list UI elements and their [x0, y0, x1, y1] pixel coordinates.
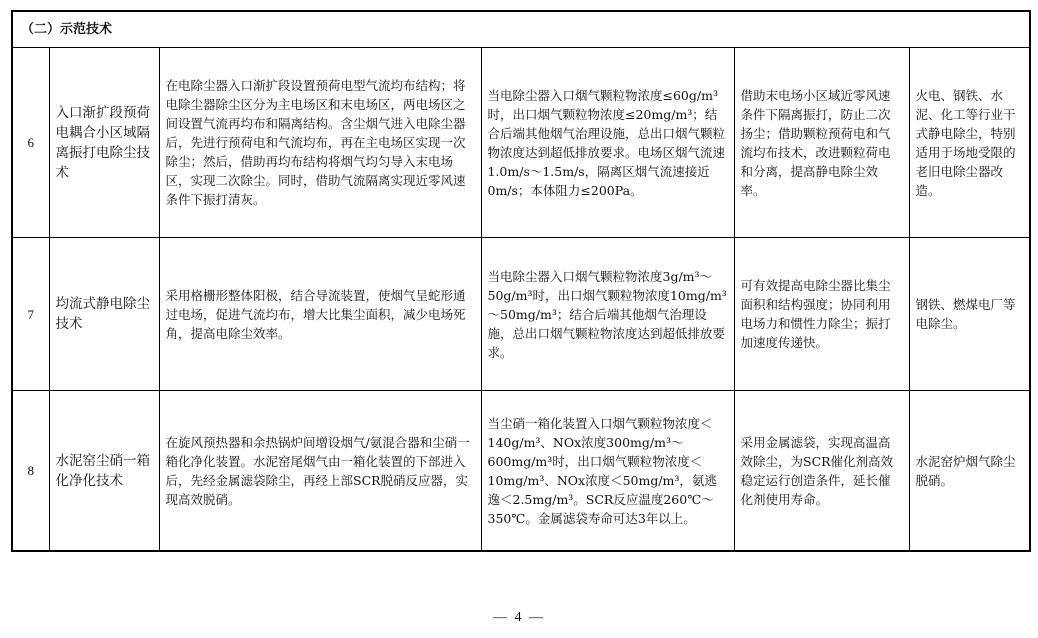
technology-features: 采用金属滤袋，实现高温高效除尘，为SCR催化剂高效稳定运行创造条件，延长催化剂使用寿命。	[734, 391, 909, 552]
application-scope: 钢铁、燃煤电厂等电除尘。	[909, 238, 1030, 391]
table-row	[12, 238, 1030, 391]
technology-indicators: 当电除尘器入口烟气颗粒物浓度3g/m³～50g/m³时，出口烟气颗粒物浓度10mg/m³～50mg/m³；结合后端其他烟气治理设施，总出口烟气颗粒物浓度达到超低排放要求。	[481, 238, 734, 391]
row-number: 8	[12, 391, 49, 552]
table-row	[12, 48, 1030, 238]
application-scope: 水泥窑炉烟气除尘脱硝。	[909, 391, 1030, 552]
technology-content: 在旋风预热器和余热锅炉间增设烟气/氨混合器和尘硝一箱化净化装置。水泥窑尾烟气由一箱化装置的下部进入后，先经金属滤袋除尘，再经上部SCR脱硝反应器，实现高效脱硝。	[159, 391, 481, 552]
technology-indicators: 当尘硝一箱化装置入口烟气颗粒物浓度＜140g/m³、NOx浓度300mg/m³～600mg/m³时，出口烟气颗粒物浓度＜10mg/m³、NOx浓度＜50mg/m³，氨逃逸＜2.5mg/m³。SCR反应温度260℃～350℃。金属滤袋寿命可达3年以上。	[481, 391, 734, 552]
technology-name: 入口渐扩段预荷电耦合小区域隔离振打电除尘技术	[49, 48, 159, 238]
row-number: 6	[12, 48, 49, 238]
section-header-row	[12, 11, 1030, 48]
application-scope: 火电、钢铁、水泥、化工等行业干式静电除尘，特别适用于场地受限的老旧电除尘器改造。	[909, 48, 1030, 238]
technology-name: 均流式静电除尘技术	[49, 238, 159, 391]
section-title: （二）示范技术	[12, 11, 1030, 48]
technology-content: 采用格栅形整体阳极，结合导流装置，使烟气呈蛇形通过电场，促进气流均布，增大比集尘面积，减少电场死角，提高电除尘效率。	[159, 238, 481, 391]
row-number: 7	[12, 238, 49, 391]
technology-features: 借助末电场小区域近零风速条件下隔离振打，防止二次扬尘；借助颗粒预荷电和气流均布技术，改进颗粒荷电和分离，提高静电除尘效率。	[734, 48, 909, 238]
technology-features: 可有效提高电除尘器比集尘面积和结构强度；协同利用电场力和惯性力除尘；振打加速度传递快。	[734, 238, 909, 391]
page-number: — 4 —	[493, 610, 545, 625]
technology-content: 在电除尘器入口渐扩段设置预荷电型气流均布结构；将电除尘器除尘区分为主电场区和末电场区，两电场区之间设置气流再均布和隔离结构。含尘烟气进入电除尘器后，先进行预荷电和气流均布，再在主电场区实现一次除尘；然后，借助再均布结构将烟气均匀导入末电场区，实现二次除尘。同时，借助气流隔离实现近零风速条件下振打清灰。	[159, 48, 481, 238]
technology-indicators: 当电除尘器入口烟气颗粒物浓度≤60g/m³时，出口烟气颗粒物浓度≤20mg/m³；结合后端其他烟气治理设施，总出口烟气颗粒物浓度达到超低排放要求。电场区烟气流速1.0m/s～1.5m/s，隔离区烟气流速接近0m/s；本体阻力≤200Pa。	[481, 48, 734, 238]
technology-name: 水泥窑尘硝一箱化净化技术	[49, 391, 159, 552]
table-row	[12, 391, 1030, 552]
technology-table	[11, 10, 1031, 552]
